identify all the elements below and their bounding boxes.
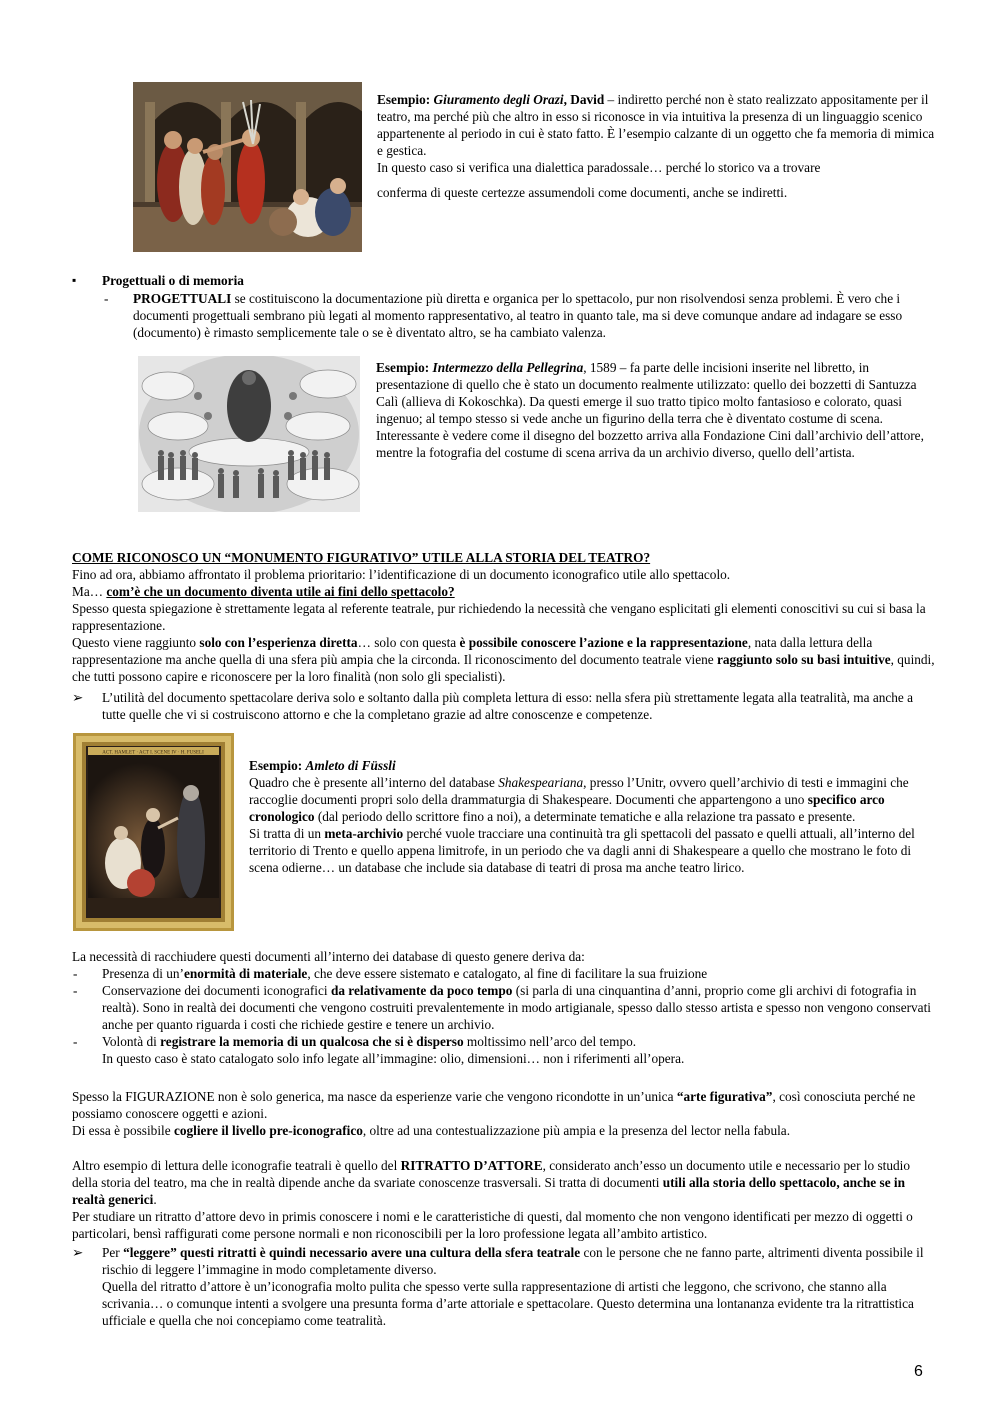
- page-number: 6: [914, 1363, 923, 1380]
- example-3-text: Esempio: Amleto di Füssli Quadro che è presente all’interno del database Shakespeariana, presso l’Unitr, ovvero quell’archivio di testi e immagini che raccoglie documenti propri solo della drammaturgia di Shakespeare. Documenti che appartengono a uno specifico arco cronologico (dal periodo dello scrittore fino a noi), a determinate tematiche e alla relazione tra passato e presente. Si tratta di un meta-archivio perché vuole tracciare una continuità tra gli spettacoli del passato e quelli attuali, all’interno del territorio di Trento e quello appena limitrofe, in un periodo che va dagli anni di Shakespeare a quello che mostrano le foto di scena odierne… un database che include sia database di teatri di prosa ma anche teatro lirico.: [249, 757, 939, 876]
- section-5-bullet: Per “leggere” questi ritratti è quindi necessario avere una cultura della sfera teatrale con le persone che ne fanno parte, altrimenti diventa possibile il rischio di leggere l’immagine in modo completamente diverso. Quella del ritratto d’attore è un’iconografia molto pulita che spesso verte sulla rappresentazione di artisti che leggono, che scrivono, che stanno alla scrivania… o comunque intenti a svolgere una presunta forma d’arte attoriale e spettacolare. Questo determina una lontananza evidente tra la ritrattistica ufficiale e quella che noi concepiamo come teatralità.: [102, 1245, 924, 1328]
- section-2-bullet: L’utilità del documento spettacolare deriva solo e soltanto dalla più completa lettura di esso: nella sfera più strettamente legata alla teatralità, ma anche a tutte quelle che vi si costruiscono attorno e che la completano grazie ad altre conoscenze e competenze.: [102, 690, 914, 722]
- example-author: David: [570, 92, 605, 107]
- section-1-paragraph: PROGETTUALI se costituiscono la documentazione più diretta e organica per lo spettacolo, pur non risolvendosi senza problemi. È vero che i documenti progettuali sembrano più legati al momento rappresentativo, al teatro in quanto tale, ma si deve comunque andare ad indagare se esso (documento) è rimasto semplicemente tale o se è diventato altro, se ha cambiato valenza.: [133, 291, 903, 340]
- arrow-bullet-icon: ➢: [72, 1245, 84, 1260]
- section-2-heading: COME RICONOSCO UN “MONUMENTO FIGURATIVO” UTILE ALLA STORIA DEL TEATRO?: [72, 550, 651, 565]
- section-2: COME RICONOSCO UN “MONUMENTO FIGURATIVO” UTILE ALLA STORIA DEL TEATRO? Fino ad ora, abbiamo affrontato il problema prioritario: l’identificazione di un documento iconografico utile allo spettacolo. Ma… com’è che un documento diventa utile ai fini dello spettacolo? Spesso questa spiegazione è strettamente legata al referente teatrale, pur richiedendo la necessità che vengano esplicitati gli elementi conoscitivi su cui si basa la rappresentazione. Questo viene raggiunto solo con l’esperienza diretta… solo con questa è possibile conoscere l’azione e la rappresentazione, nata dalla lettura della rappresentazione ma anche quella di una sfera più ampia che la circonda. Il riconoscimento del documento teatrale viene raggiunto solo su basi intuitive, quindi, che tutti possono capire e riconoscere per la loro finalità (non solo gli specialisti).: [72, 550, 935, 684]
- example-title: Giuramento degli Orazi: [433, 92, 564, 107]
- painting-giuramento-degli-orazi: [133, 82, 362, 252]
- example-3-title: Amleto di Füssli: [305, 758, 396, 773]
- frame-caption-text: ACT. HAMLET · ACT I. SCENE IV · H. FUSELI: [102, 750, 204, 756]
- engraving-intermezzo-della-pellegrina: [138, 356, 360, 512]
- example-2-paragraph-2: Interessante è vedere come il disegno del bozzetto arriva alla Fondazione Cini dall’archivio dell’attore, mentre la fotografia del costume di scena arriva da un archivio diverso, quello dell’artista.: [376, 428, 924, 460]
- section-3-intro: La necessità di racchiudere questi documenti all’interno dei database di questo genere deriva da:: [72, 949, 585, 964]
- dash-marker: -: [104, 291, 109, 306]
- example-3-heading: Esempio: Amleto di Füssli: [249, 758, 396, 773]
- example-2-title: Intermezzo della Pellegrina: [432, 360, 584, 375]
- dash-marker: -: [73, 983, 78, 998]
- example-1-paragraph-3: conferma di queste certezze assumendoli come documenti, anche se indiretti.: [377, 185, 788, 200]
- section-5: Altro esempio di lettura delle iconografie teatrali è quello del RITRATTO D’ATTORE, considerato anch’esso un documento utile e necessario per lo studio della storia del teatro, ma che in realtà dipende anche da svariate conoscenze trasversali. Si tratta di documenti utili alla storia dello spettacolo, anche se in realtà generici. Per studiare un ritratto d’attore devo in primis conoscere i nomi e le caratteristiche di questi, dal momento che non vengono identificati per mezzo di oggetti o particolari, bensì raffigurati come persone normali e non riconoscibili per la loro professione legata all’ambito artistico.: [72, 1158, 913, 1241]
- section-1-heading: Progettuali o di memoria: [102, 273, 244, 288]
- example-2-paragraph: Esempio: Intermezzo della Pellegrina, 1589 – fa parte delle incisioni inserite nel libretto, in presentazione di quello che è stato un documento realmente utilizzato: quello dei bozzetti di Santuzza Calì (allieva di Kokoschka). Da questi emerge il suo tratto tipico molto fantasioso e colorato, quasi ingenuo; al tempo stesso si vede anche un figurino della terra che è diventato costume di scena.: [376, 360, 917, 426]
- list-item: Conservazione dei documenti iconografici da relativamente da poco tempo (si parla di una cinquantina d’anni, proprio come gli archivi di fotografia in realtà). Sono in realtà dei documenti che vengono costruiti prevalentemente in modo artigianale, spesso dallo stesso artista e spesso non vengono conservati anche per quanto riguarda i costi che richiede gestire e tenere un archivio.: [102, 983, 931, 1032]
- example-label: Esempio:: [377, 92, 431, 107]
- arrow-bullet-icon: ➢: [72, 690, 84, 705]
- key-question: com’è che un documento diventa utile ai fini dello spettacolo?: [106, 584, 455, 599]
- example-1-paragraph: Esempio: Giuramento degli Orazi, David – indiretto perché non è stato realizzato appositamente per il teatro, ma perché più che altro in esso si riconosce in via intuitiva la presenza di un linguaggio scenico appartenente al periodo in cui è stato fatto. È l’esempio calzante di un oggetto che fa memoria di mimica e gestica.: [377, 92, 935, 158]
- example-1-text: [377, 91, 937, 201]
- section-4: Spesso la FIGURAZIONE non è solo generica, ma nasce da esperienze varie che vengono ricondotte in un’unica “arte figurativa”, così conosciuta perché ne possiamo conoscere oggetti e azioni. Di essa è possibile cogliere il livello pre-iconografico, oltre ad una contestualizzazione più ampia e la presenza del lector nella fabula.: [72, 1089, 916, 1138]
- list-item: Presenza di un’enormità di materiale, che deve essere sistemato e catalogato, al fine di facilitare la sua fruizione: [102, 966, 708, 981]
- painting-amleto-di-fussli: [73, 733, 234, 931]
- example-2-text: [376, 359, 934, 461]
- example-1-paragraph-2: In questo caso si verifica una dialettica paradossale… perché lo storico va a trovare: [377, 160, 821, 175]
- bullet-square-icon: ▪: [72, 273, 77, 287]
- dash-marker: -: [73, 966, 78, 981]
- list-item: Volontà di registrare la memoria di un qualcosa che si è disperso moltissimo nell’arco del tempo. In questo caso è stato catalogato solo info legate all’immagine: olio, dimensioni… non i riferimenti all’opera.: [102, 1034, 685, 1066]
- dash-marker: -: [73, 1034, 78, 1049]
